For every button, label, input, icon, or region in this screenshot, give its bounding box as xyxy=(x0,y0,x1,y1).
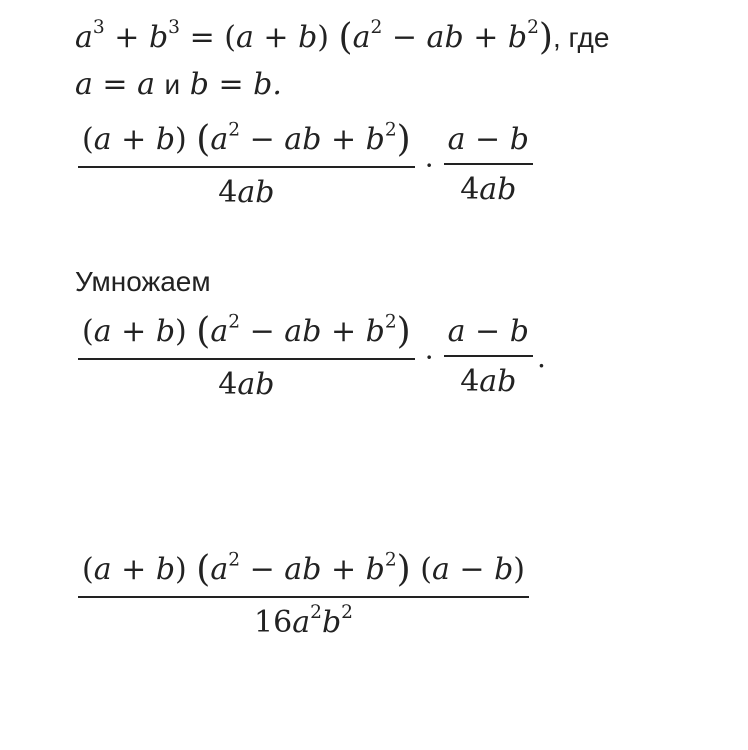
multiply-dot: · xyxy=(424,148,434,182)
fraction-2 xyxy=(444,122,533,207)
result-numerator: (a + b) ($a^2$ − ab + $b^2$) (a − b) xyxy=(82,549,526,590)
fraction-3-denominator: 4ab xyxy=(218,367,275,402)
identity-lhs: $a^3 + b^3 = (a + b) (a^2$ − ab + $b^2$) xyxy=(75,17,553,58)
fraction-1 xyxy=(78,119,415,210)
fraction-3 xyxy=(78,311,415,402)
step-label: Умножаем xyxy=(75,266,211,297)
fraction-2-numerator: a − b xyxy=(447,122,529,157)
substitution-line: a = a и b = b. xyxy=(75,67,282,102)
identity-formula xyxy=(75,17,610,58)
fraction-2-denominator: 4ab xyxy=(460,172,517,207)
expression-1 xyxy=(78,119,533,210)
multiply-dot: · xyxy=(424,340,434,374)
result-fraction xyxy=(78,549,529,640)
fraction-4-numerator: a − b xyxy=(447,314,529,349)
period: . xyxy=(536,340,546,374)
result-denominator: $16a^2b^2$ xyxy=(254,602,353,640)
fraction-4 xyxy=(444,314,533,399)
fraction-1-denominator: 4ab xyxy=(218,175,275,210)
fraction-1-numerator: (a + b) ($a^2$ − ab + $b^2$) xyxy=(82,119,411,160)
identity-conjunction: , где xyxy=(552,22,610,54)
fraction-3-numerator: (a + b) ($a^2$ − ab + $b^2$) xyxy=(82,311,411,352)
expression-2 xyxy=(78,311,546,402)
result-expression xyxy=(78,549,529,640)
fraction-4-denominator: 4ab xyxy=(460,364,517,399)
